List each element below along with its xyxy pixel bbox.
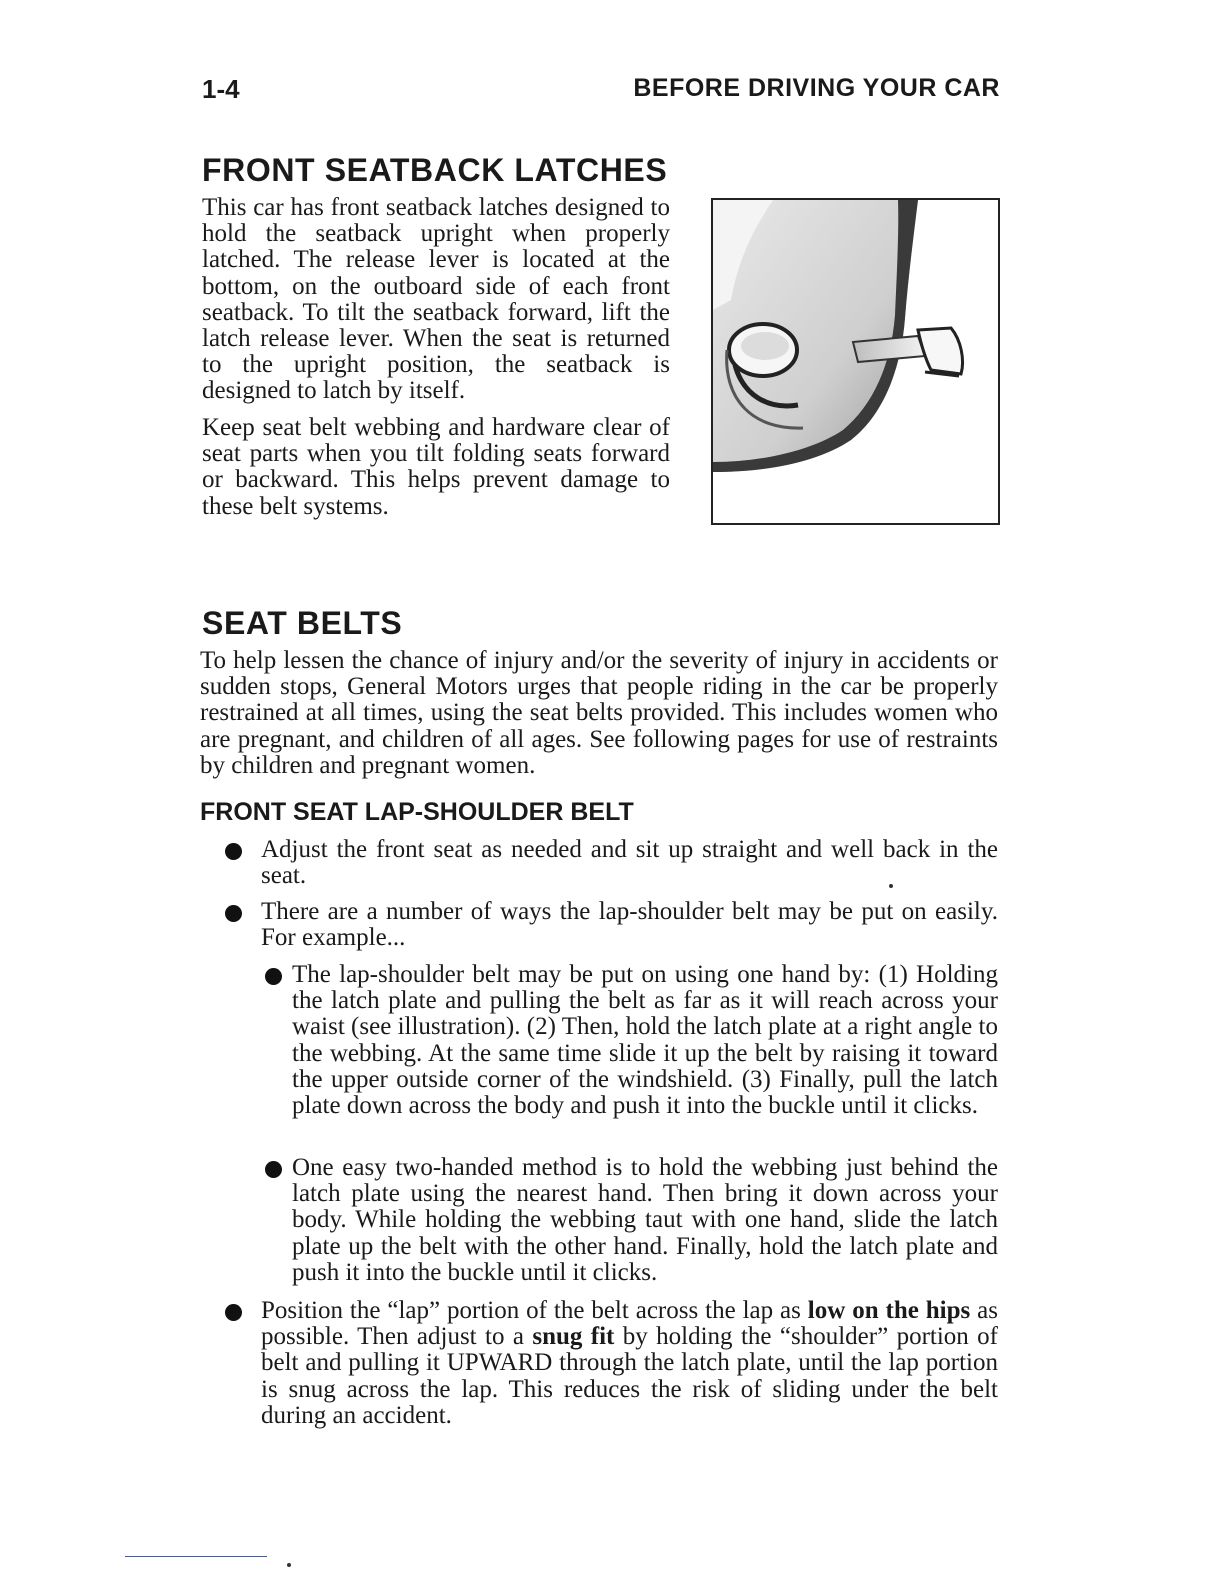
scan-speck	[287, 1563, 291, 1567]
sub-bullet-two-hand	[292, 1155, 998, 1286]
bullet-text: One easy two-handed method is to hold the webbing just behind the latch plate using the nearest hand. Then bring it down across your body. While holding the webbing taut with one hand, slide the latch plate up the belt with the other hand. Finally, hold the latch plate and push it into the buckle until it clicks.	[292, 1154, 998, 1286]
bullet-text-part: as possible. Then adjust to a	[261, 1297, 999, 1351]
bullet-dot-icon	[225, 1304, 242, 1321]
seatback-latch-illustration	[711, 198, 1000, 525]
bullet-text: Adjust the front seat as needed and sit up straight and well back in the seat.	[261, 836, 998, 890]
heading-seat-belts: SEAT BELTS	[202, 605, 403, 641]
running-title: BEFORE DRIVING YOUR CAR	[633, 74, 1000, 102]
bullet-position-lap	[261, 1298, 998, 1429]
scan-speck	[889, 884, 893, 888]
latches-paragraph-2: Keep seat belt webbing and hardware clear of seat parts when you tilt folding seats forward or backward. This helps prevent damage to these belt systems.	[202, 414, 670, 520]
bullet-text: There are a number of ways the lap-shoulder belt may be put on easily. For example...	[261, 898, 998, 952]
emphasis-snug-fit: snug fit	[532, 1323, 615, 1351]
bullet-dot-icon	[225, 843, 242, 860]
bullet-adjust-seat	[261, 837, 998, 889]
bullet-text-part: by holding the “shoulder” portion of belt and pulling it UPWARD through the latch plate, until the lap portion is snug across the lap. This reduces the risk of sliding under the belt during an accident.	[261, 1323, 998, 1429]
footer-rule	[125, 1556, 267, 1557]
bullet-text: The lap-shoulder belt may be put on using one hand by: (1) Holding the latch plate and pulling the belt as far as it will reach across your waist (see illustration). (2) Then, hold the latch plate at a right angle to the webbing. At the same time slide it up the belt by raising it toward the upper outside corner of the windshield. (3) Finally, pull the latch plate down across the body and push it into the buckle until it clicks.	[292, 961, 998, 1120]
bullet-dot-icon	[265, 1161, 282, 1178]
latch-drawing	[713, 200, 998, 523]
latches-paragraph-1: This car has front seatback latches designed to hold the seatback upright when properly latched. The release lever is located at the bottom, on the outboard side of each front seatback. To tilt the seatback forward, lift the latch release lever. When the seat is returned to the upright position, the seatback is designed to latch by itself.	[202, 194, 670, 405]
bullet-text-part: Position the “lap” portion of the belt across the lap as	[261, 1297, 808, 1324]
heading-front-seat-lap-shoulder-belt: FRONT SEAT LAP-SHOULDER BELT	[200, 798, 634, 826]
bullet-dot-icon	[225, 905, 242, 922]
bullet-ways-to-put-on	[261, 899, 998, 951]
emphasis-low-on-hips: low on the hips	[807, 1297, 971, 1324]
seat-belts-paragraph: To help lessen the chance of injury and/or the severity of injury in accidents or sudden stops, General Motors urges that people riding in the car be properly restrained at all times, using the seat belts provided. This includes women who are pregnant, and children of all ages. See following pages for use of restraints by children and pregnant women.	[200, 647, 998, 779]
heading-front-seatback-latches: FRONT SEATBACK LATCHES	[202, 152, 668, 188]
page-number: 1-4	[202, 74, 240, 104]
sub-bullet-one-hand	[292, 962, 998, 1119]
bullet-dot-icon	[265, 968, 282, 985]
